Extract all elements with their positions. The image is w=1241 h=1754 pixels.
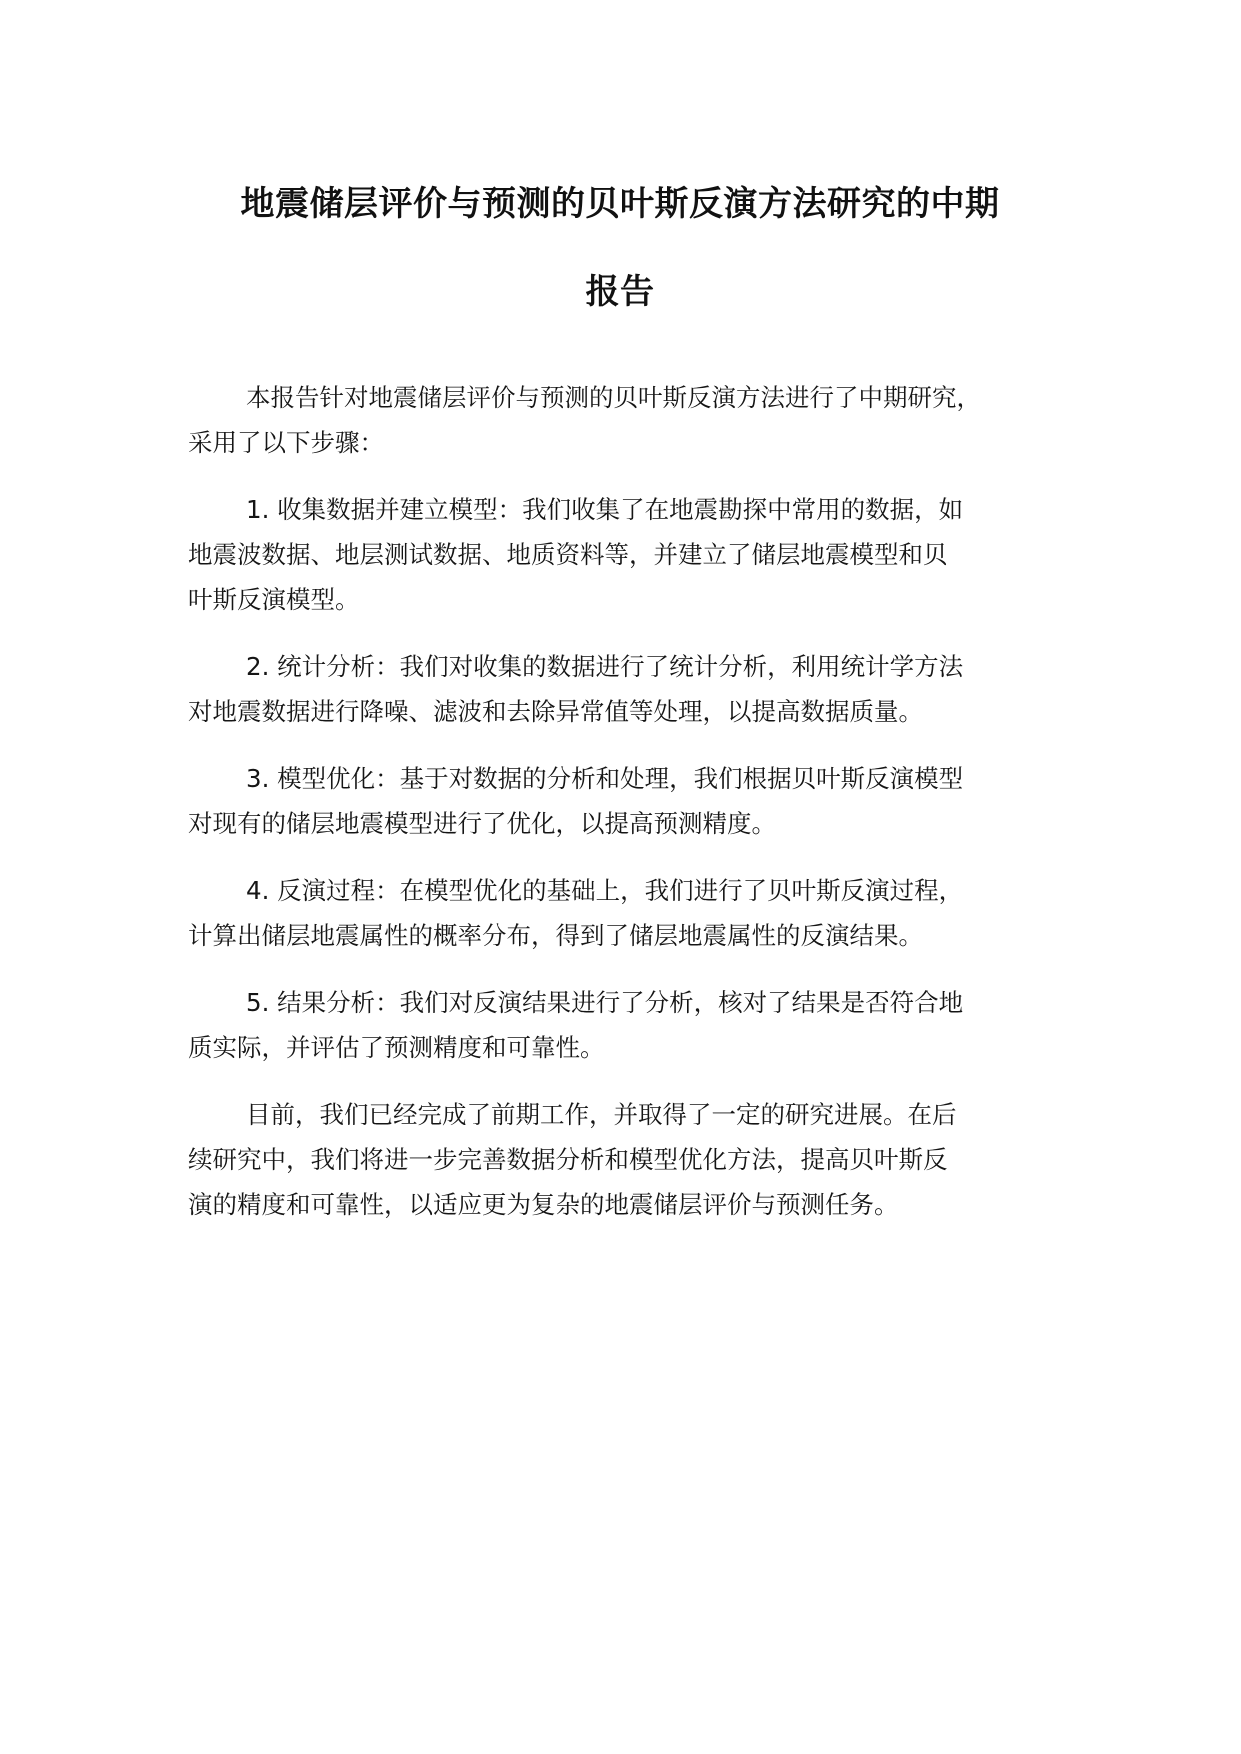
paragraph-line: 采用了以下步骤： <box>188 428 384 457</box>
paragraph-line: 目前，我们已经完成了前期工作，并取得了一定的研究进展。在后 <box>246 1100 957 1129</box>
paragraph-line: 叶斯反演模型。 <box>188 585 360 614</box>
paragraph-line: 4. 反演过程：在模型优化的基础上，我们进行了贝叶斯反演过程， <box>246 876 964 905</box>
step-5-paragraph <box>188 980 1078 1070</box>
paragraph-line: 1. 收集数据并建立模型：我们收集了在地震勘探中常用的数据，如 <box>246 495 964 524</box>
paragraph-line: 地震波数据、地层测试数据、地质资料等，并建立了储层地震模型和贝 <box>188 540 948 569</box>
step-2-paragraph <box>188 644 1078 734</box>
paragraph-line: 对现有的储层地震模型进行了优化，以提高预测精度。 <box>188 809 776 838</box>
paragraph-line: 演的精度和可靠性，以适应更为复杂的地震储层评价与预测任务。 <box>188 1190 899 1219</box>
paragraph-line: 本报告针对地震储层评价与预测的贝叶斯反演方法进行了中期研究， <box>246 383 981 412</box>
paragraph-line: 5. 结果分析：我们对反演结果进行了分析，核对了结果是否符合地 <box>246 988 964 1017</box>
step-4-paragraph <box>188 868 1078 958</box>
paragraph-line: 续研究中，我们将进一步完善数据分析和模型优化方法，提高贝叶斯反 <box>188 1145 948 1174</box>
paragraph-line: 3. 模型优化：基于对数据的分析和处理，我们根据贝叶斯反演模型 <box>246 764 964 793</box>
step-1-paragraph <box>188 487 1078 622</box>
title-line: 地震储层评价与预测的贝叶斯反演方法研究的中期 <box>240 184 1000 224</box>
paragraph-line: 2. 统计分析：我们对收集的数据进行了统计分析，利用统计学方法 <box>246 652 964 681</box>
intro-paragraph <box>188 375 1078 465</box>
document-body <box>188 375 1078 1249</box>
title-line: 报告 <box>585 272 655 312</box>
step-3-paragraph <box>188 756 1078 846</box>
paragraph-line: 质实际，并评估了预测精度和可靠性。 <box>188 1033 605 1062</box>
document-title <box>185 160 1055 336</box>
paragraph-line: 对地震数据进行降噪、滤波和去除异常值等处理，以提高数据质量。 <box>188 697 923 726</box>
conclusion-paragraph <box>188 1092 1078 1227</box>
paragraph-line: 计算出储层地震属性的概率分布，得到了储层地震属性的反演结果。 <box>188 921 923 950</box>
